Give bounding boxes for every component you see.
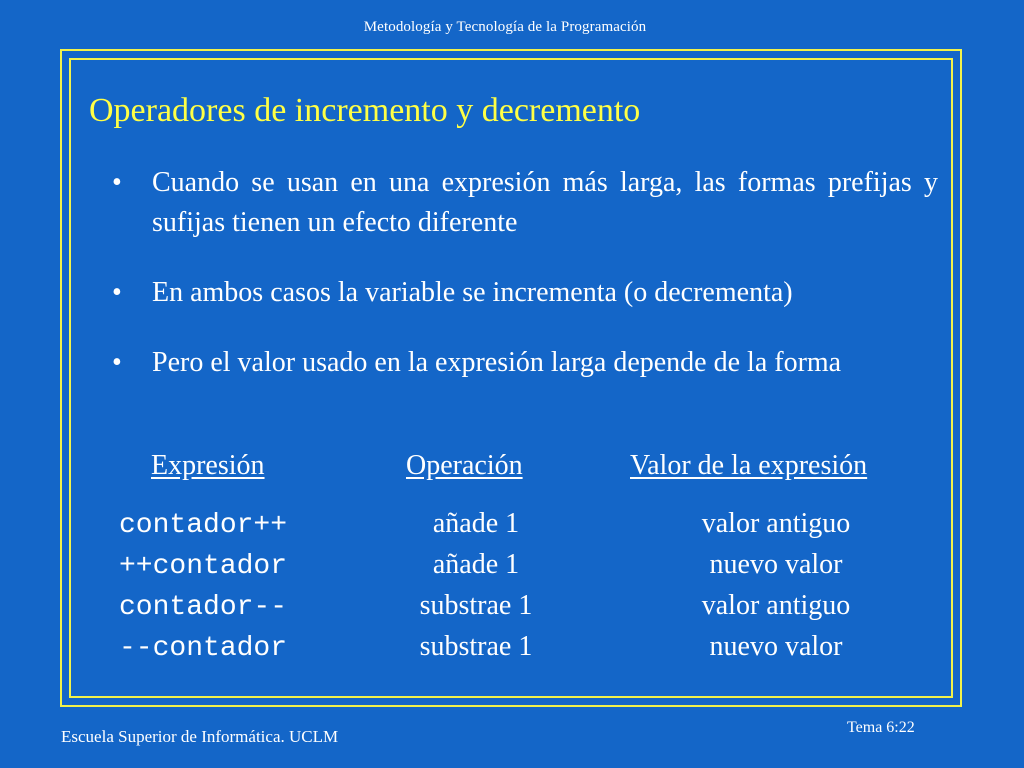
course-title: Metodología y Tecnología de la Programación [363,19,647,35]
operation-cell: substrae 1 [419,631,533,662]
slide-number: Tema 6:22 [847,719,915,736]
expression-cell: --contador [119,633,288,664]
bullet-item [112,273,938,313]
bullet-text: Cuando se usan en una expresión más larga, las formas prefijas y sufijas tienen un efecto diferente [152,167,938,238]
bullet-list [112,163,938,383]
operation-cell: añade 1 [432,549,520,580]
expression-cell: contador-- [119,592,288,623]
bullet-marker: • [112,347,122,378]
bullet-marker: • [112,167,122,198]
expression-cell: contador++ [119,510,288,541]
bullet-item [112,163,938,243]
header-expression: Expresión [151,450,265,481]
bullet-text: En ambos casos la variable se incrementa (o decrementa) [152,277,793,308]
bullet-marker: • [112,277,122,308]
value-cell: nuevo valor [709,549,843,580]
value-column [646,503,906,667]
operation-column [396,503,556,667]
bullet-text: Pero el valor usado en la expresión larga depende de la forma [152,347,842,378]
expression-column [119,505,287,669]
operation-cell: substrae 1 [419,590,533,621]
operation-cell: añade 1 [432,508,520,539]
bullet-item [112,343,938,383]
expression-cell: ++contador [119,551,288,582]
slide-title: Operadores de incremento y decremento [89,92,641,129]
header-value: Valor de la expresión [630,450,868,481]
value-cell: valor antiguo [701,508,851,539]
value-cell: valor antiguo [701,590,851,621]
value-cell: nuevo valor [709,631,843,662]
header-operation: Operación [406,450,523,481]
footer-school: Escuela Superior de Informática. UCLM [61,727,339,746]
